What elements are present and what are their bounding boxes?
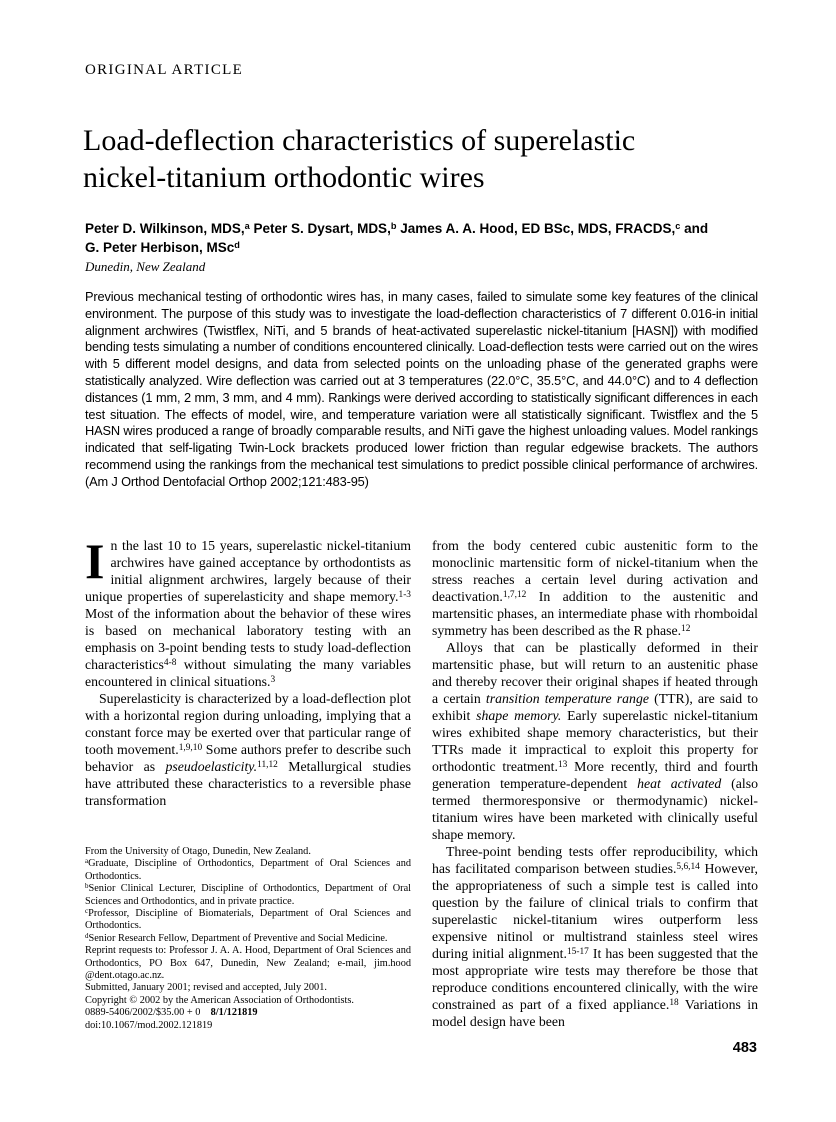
footnote: $^c$Professor, Discipline of Biomaterials, Department of Oral Sciences and Orthodontics. [85, 906, 411, 932]
author-location: Dunedin, New Zealand [85, 259, 206, 274]
body-paragraph: Three-point bending tests offer reproducibility, which has facilitated comparison between studies.$^{5,6,14}$ However, the appropriateness of such a simple test is called into question by the failure of clinical trials to confirm that superelastic nickel-titanium wires outperform less expensive nitinol or multistrand stainless steel wires during initial alignment.$^{15-17}$ It has been suggested that the most appropriate wire tests may therefore be those that reproduce conditions encountered clinically, with the wire constrained as part of a fixed appliance.$^{18}$ Variations in model design have been [432, 844, 758, 1029]
footnote: $^d$Senior Research Fellow, Department of Preventive and Social Medicine. [85, 931, 388, 944]
article-title-line1: Load-deflection characteristics of superelastic [83, 124, 636, 157]
footnote-block [85, 846, 411, 1032]
author-byline [85, 219, 770, 257]
abstract-paragraph: Previous mechanical testing of orthodontic wires has, in many cases, failed to simulate some key features of the clinical environment. The purpose of this study was to investigate the load-deflection characteristics of 7 different 0.016-in initial alignment archwires (Twistflex, NiTi, and 5 brands of heat-activated superelastic nickel-titanium [HASN]) with modified bending tests simulating a number of conditions encountered clinically. Load-deflection tests were carried out on the wires with 5 different model designs, and data from selected points on the unloading phase of the generated graphs were statistically analyzed. Wire deflection was carried out at 3 temperatures (22.0°C, 35.5°C, and 44.0°C) and to 4 deflection distances (1 mm, 2 mm, 3 mm, and 4 mm). Rankings were derived according to statistically significant differences in each test situation. The effects of model, wire, and temperature variation were all statistically significant. Twistflex and the 5 HASN wires produced a range of broadly comparable results, and NiTi gave the highest unloading values. Model rankings indicated that self-ligating Twin-Lock brackets produced lower friction than regular edgewise brackets. The authors recommend using the rankings from the mechanical test simulations to predict possible clinical performance of archwires. (Am J Orthod Dentofacial Orthop 2002;121:483-95) [85, 289, 758, 489]
body-column-right [432, 537, 758, 1030]
body-paragraph: from the body centered cubic austenitic form to the monoclinic martensitic form of nickel-titanium when the stress reaches a certain level during activation and deactivation.$^{1,7,12}$ In addition to the austenitic and martensitic phases, an intermediate phase with rhomboidal symmetry has been described as the R phase.$^{12}$ [432, 538, 758, 638]
article-title-line2: nickel-titanium orthodontic wires [83, 161, 485, 194]
body-paragraph [85, 533, 411, 690]
article-type-label: ORIGINAL ARTICLE [85, 62, 244, 78]
body-paragraph: Alloys that can be plastically deformed in their martensitic phase, but will return to an austenitic phase and thereby recover their original shapes if heated through a certain transition temperature range (TTR), are said to exhibit shape memory. Early superelastic nickel-titanium wires exhibited shape memory characteristics, but their TTRs made it impractical to exploit this property for orthodontic treatment.$^{13}$ More recently, third and fourth generation temperature-dependent heat activated (also termed thermoresponsive or thermodynamic) nickel-titanium wires have been marketed with clinically useful shape memory. [432, 640, 759, 842]
page-number: 483 [732, 1040, 757, 1056]
footnote: 0889-5406/2002/$35.00 + 0 8/1/121819 [85, 1007, 258, 1019]
body-column-left [85, 533, 411, 1032]
body-paragraph: Superelasticity is characterized by a load-deflection plot with a horizontal region during unloading, implying that a constant force may be exerted over that particular range of tooth movement.$^{1,9,10}$ Some authors prefer to describe such behavior as pseudoelasticity.$^{11,12}$ Metallurgical studies have attributed these characteristics to a reversible phase transformation [85, 691, 411, 808]
author-byline-line1: Peter D. Wilkinson, MDS,$^a$ Peter S. Dysart, MDS,$^b$ James A. A. Hood, ED BSc, MDS, FRACDS,$^c$ and [85, 220, 709, 236]
footnote: From the University of Otago, Dunedin, New Zealand. [85, 845, 311, 857]
body-paragraph-text: n the last 10 to 15 years, superelastic nickel-titanium archwires have gained acceptance by orthodontists as initial alignment archwires, largely because of their unique properties of superelasticity and shape memory.$^{1-3}$ Most of the information about the behavior of these wires is based on mechanical laboratory testing with an emphasis on 3-point bending tests to study load-deflection characteristics$^{4-8}$ without simulating the many variables encountered in clinical situations.$^3$ [85, 538, 411, 689]
article-title [83, 122, 773, 196]
footnote: doi:10.1067/mod.2002.121819 [85, 1019, 213, 1031]
drop-cap: I [85, 533, 105, 589]
footnote: $^a$Graduate, Discipline of Orthodontics, Department of Oral Sciences and Orthodontics. [85, 857, 411, 882]
author-byline-line2: G. Peter Herbison, MSc$^d$ [85, 239, 240, 255]
footnote: $^b$Senior Clinical Lecturer, Discipline of Orthodontics, Department of Oral Sciences and Orthodontics, and in private practice. [85, 881, 411, 907]
footnote: Reprint requests to: Professor J. A. A. Hood, Department of Oral Sciences and Orthodontics, PO Box 647, Dunedin, New Zealand; e-mail, jim.hood @dent.otago.ac.nz. [85, 945, 411, 981]
footnote: Submitted, January 2001; revised and accepted, July 2001. [85, 982, 327, 994]
footnote: Copyright © 2002 by the American Association of Orthodontists. [85, 994, 354, 1006]
